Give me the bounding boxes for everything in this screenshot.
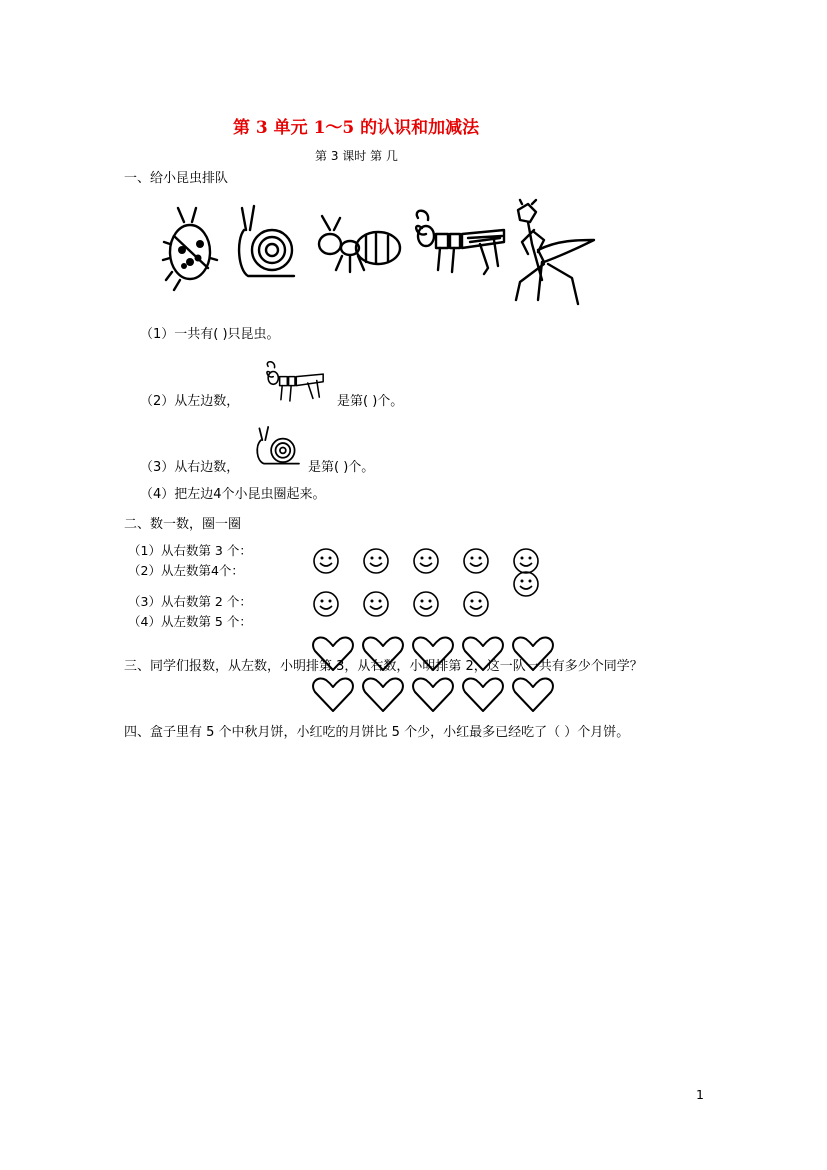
- smiley-icon: [362, 547, 390, 575]
- question-2-2: （2）从左数第4个：: [128, 563, 244, 578]
- heart-icon: [362, 677, 404, 713]
- heart-icon: [512, 677, 554, 713]
- smiley-icon: [312, 590, 340, 618]
- question-2-4: （4）从左数第 5 个：: [128, 614, 252, 629]
- grasshopper-icon: [410, 208, 510, 283]
- question-1-2-suffix: 是第( )个。: [337, 394, 404, 409]
- heart-icon: [412, 677, 454, 713]
- smiley-icon: [512, 570, 540, 598]
- smiley-icon: [462, 590, 490, 618]
- grasshopper-icon: [256, 360, 334, 408]
- ladybug-icon: [160, 200, 220, 295]
- section1-heading: 一、给小昆虫排队: [124, 171, 229, 186]
- question-1-4: （4）把左边4个小昆虫圈起来。: [140, 487, 326, 502]
- page-number: 1: [696, 1087, 704, 1102]
- heart-icon: [462, 677, 504, 713]
- smiley-icon: [412, 590, 440, 618]
- smiley-icon: [362, 590, 390, 618]
- ant-icon: [312, 212, 404, 282]
- smiley-icon: [312, 547, 340, 575]
- question-1-3-prefix: （3）从右边数，: [140, 460, 240, 475]
- snail-icon: [232, 200, 300, 285]
- page-title: 第 3 单元 1～5 的认识和加减法: [233, 118, 480, 138]
- question-1-2-prefix: （2）从左边数，: [140, 394, 240, 409]
- question-1-3-suffix: 是第( )个。: [308, 460, 375, 475]
- question-1-1: （1）一共有( )只昆虫。: [140, 327, 280, 342]
- question-3: 三、同学们报数，从左数，小明排第 3，从右数，小明排第 2，这一队一共有多少个同学？: [124, 659, 643, 674]
- section2-heading: 二、数一数，圈一圈: [124, 517, 242, 532]
- lesson-subtitle: 第 3 课时 第 几: [315, 149, 398, 163]
- question-4: 四、盒子里有 5 个中秋月饼，小红吃的月饼比 5 个少，小红最多已经吃了（ ）个月饼。: [124, 725, 630, 740]
- heart-icon: [312, 677, 354, 713]
- smiley-icon: [412, 547, 440, 575]
- question-2-1: （1）从右数第 3 个：: [128, 543, 252, 558]
- mantis-icon: [508, 200, 600, 310]
- snail-icon: [251, 424, 303, 468]
- smiley-icon: [462, 547, 490, 575]
- question-2-3: （3）从右数第 2 个：: [128, 594, 252, 609]
